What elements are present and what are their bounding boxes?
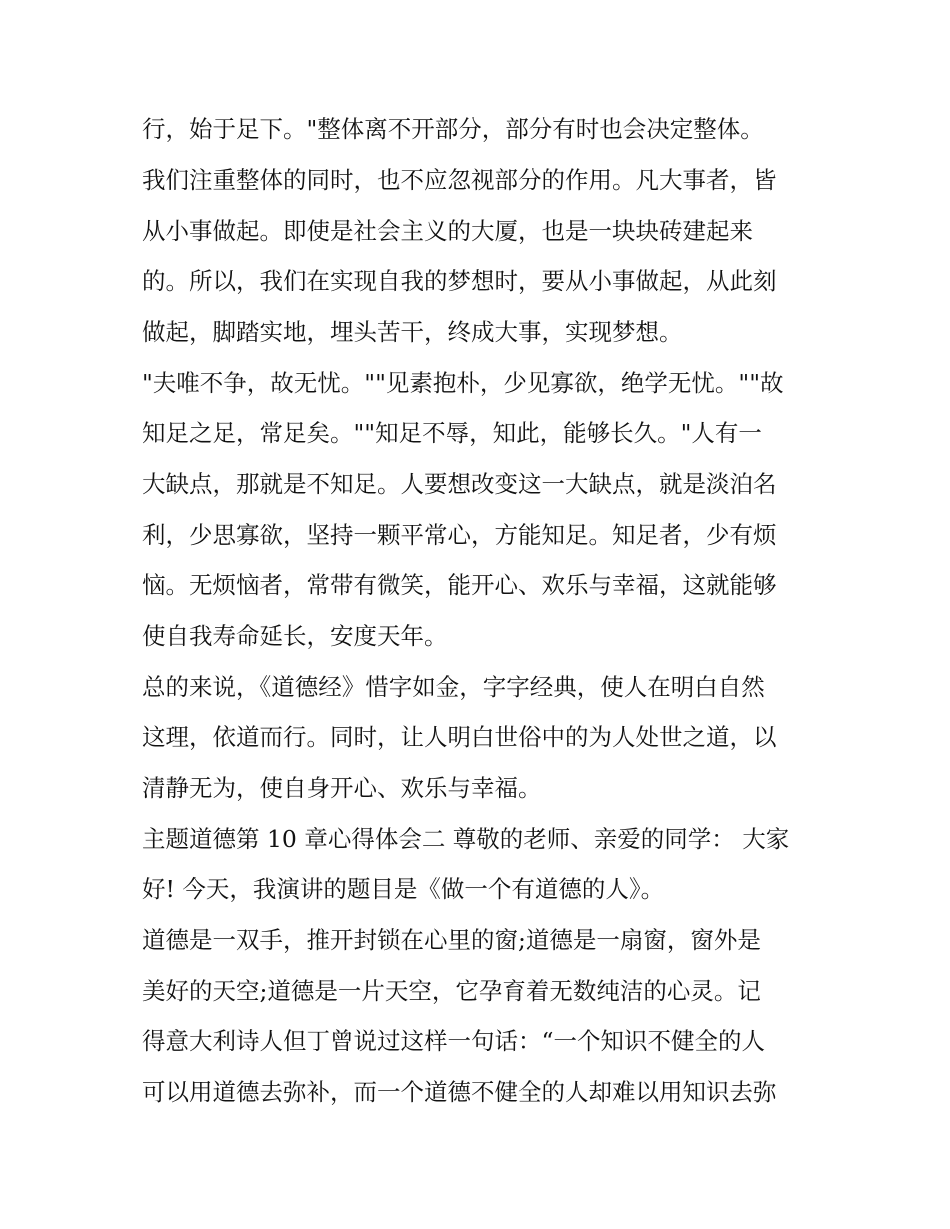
text-line: 恼。无烦恼者，常带有微笑，能开心、欢乐与幸福，这就能够: [142, 571, 777, 599]
text-line: 主题道德第 10 章心得体会二 尊敬的老师、亲爱的同学： 大家: [142, 825, 790, 853]
text-line: 做起，脚踏实地，埋头苦干，终成大事，实现梦想。: [142, 318, 683, 346]
text-line: 的。所以，我们在实现自我的梦想时，要从小事做起，从此刻: [142, 267, 777, 295]
text-line: 利，少思寡欲，坚持一颗平常心，方能知足。知足者，少有烦: [142, 521, 777, 549]
text-line: 好! 今天，我演讲的题目是《做一个有道德的人》。: [142, 875, 665, 903]
text-line: 这理，依道而行。同时，让人明白世俗中的为人处世之道，以: [142, 723, 777, 751]
text-line: 从小事做起。即使是社会主义的大厦，也是一块块砖建起来: [142, 217, 753, 245]
text-line: 行，始于足下。"整体离不开部分，部分有时也会决定整体。: [142, 115, 764, 143]
text-line: 得意大利诗人但丁曾说过这样一句话：“一个知识不健全的人: [142, 1027, 766, 1055]
text-line: 清静无为，使自身开心、欢乐与幸福。: [142, 774, 542, 802]
text-line: 道德是一双手，推开封锁在心里的窗;道德是一扇窗，窗外是: [142, 926, 761, 954]
text-line: 总的来说，《道德经》惜字如金，字字经典，使人在明白自然: [142, 673, 765, 701]
text-line: 使自我寿命延长，安度天年。: [142, 622, 448, 650]
text-line: 大缺点，那就是不知足。人要想改变这一大缺点，就是淡泊名: [142, 470, 777, 498]
text-line: 美好的天空;道德是一片天空，它孕育着无数纯洁的心灵。记: [142, 977, 761, 1005]
text-line: 可以用道德去弥补，而一个道德不健全的人却难以用知识去弥: [142, 1078, 777, 1106]
text-line: 我们注重整体的同时，也不应忽视部分的作用。凡大事者，皆: [142, 166, 777, 194]
text-line: "夫唯不争，故无忧。""见素抱朴，少见寡欲，绝学无忧。""故: [142, 369, 784, 397]
text-line: 知足之足，常足矣。""知足不辱，知此，能够长久。"人有一: [142, 419, 762, 447]
